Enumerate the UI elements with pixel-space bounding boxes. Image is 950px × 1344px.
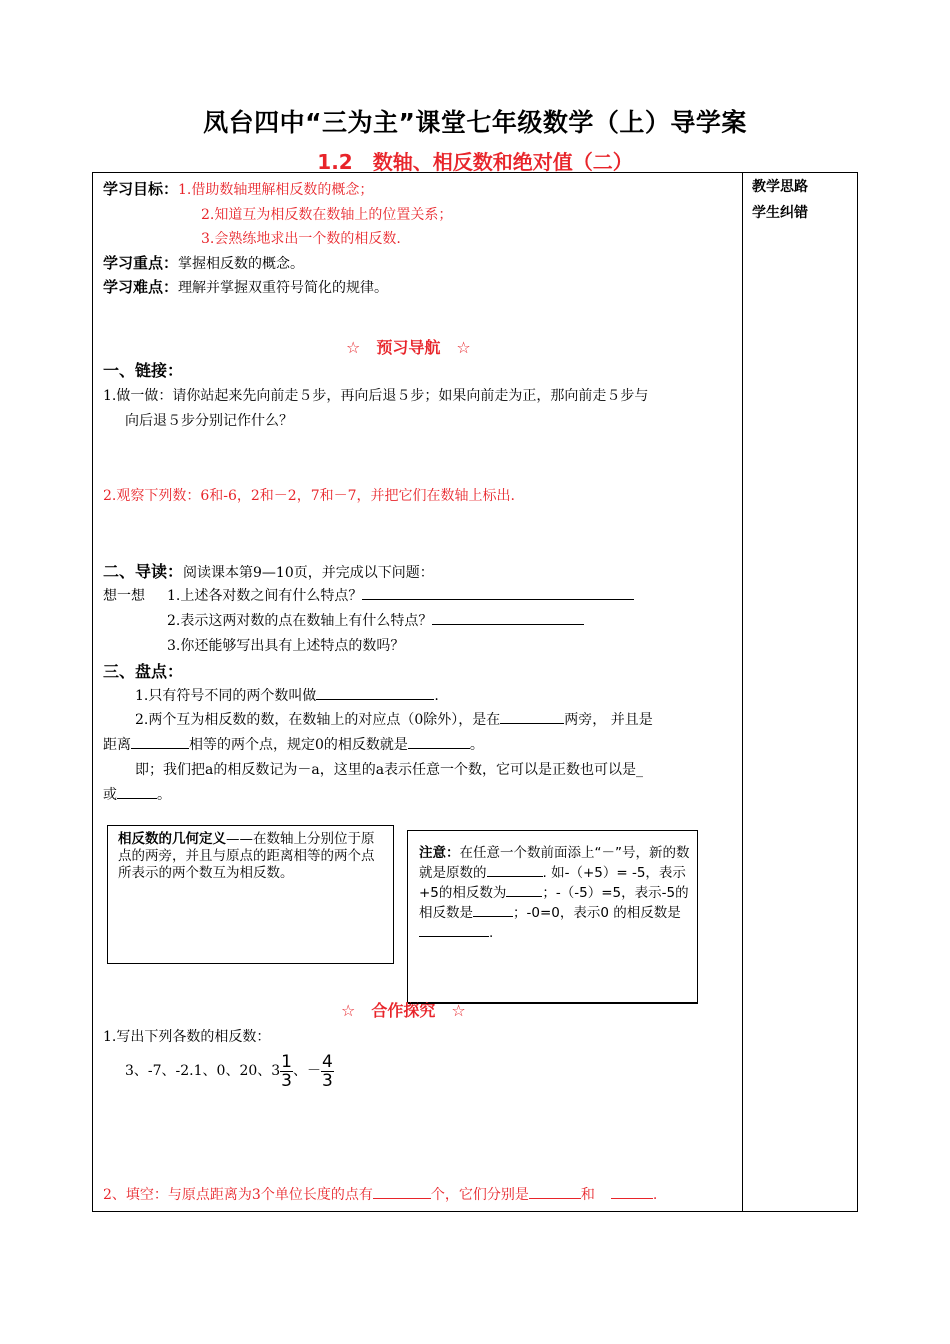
summary-line-1-text: 1.只有符号不同的两个数叫做 [135, 688, 317, 704]
key-point-text: 掌握相反数的概念。 [178, 256, 305, 272]
side-student-corrections: 学生纠错 [752, 205, 808, 221]
section-link-title: 一、链接： [103, 361, 184, 380]
numbers-text: 3、-7、-2.1、0、20、3 [125, 1063, 281, 1079]
answer-blank[interactable] [408, 734, 470, 749]
side-teaching-ideas: 教学思路 [752, 179, 808, 195]
fraction-numerator: 1 [281, 1051, 292, 1072]
answer-blank[interactable] [611, 1184, 653, 1199]
note-text-3: ；-（-5）=5，表示-5的相反数是 [419, 885, 689, 921]
summary-line-3-text-b: 相等的两个点，规定0的相反数就是 [189, 737, 408, 753]
summary-line-4: 即；我们把a的相反数记为－a，这里的a表示任意一个数，它可以是正数也可以是_ [135, 762, 644, 778]
guide-row [103, 559, 434, 582]
note-text-2: . 如-（+5）= -5，表示+5的相反数为 [419, 865, 686, 901]
fraction-denominator: 3 [281, 1070, 292, 1091]
answer-blank[interactable] [419, 922, 489, 937]
column-divider [742, 172, 743, 1212]
question-1-line-2: 向后退５步分别记作什么？ [125, 413, 293, 429]
objectives-label: 学习目标： [103, 180, 179, 198]
objective-item-1: 1.借助数轴理解相反数的概念； [178, 182, 374, 198]
answer-blank[interactable] [117, 784, 157, 799]
cooperate-question-2-text-b: 个，它们分别是 [430, 1187, 529, 1203]
answer-blank[interactable] [432, 610, 584, 625]
note-text-4: ；-0=0，表示0 的相反数是 [513, 905, 681, 921]
definition-box [107, 825, 394, 964]
cooperate-question-2-text-c: 和 [580, 1187, 595, 1203]
answer-blank[interactable] [373, 1184, 431, 1199]
summary-line-3 [103, 734, 484, 754]
numbers-separator: 、－ [293, 1063, 321, 1079]
cooperate-heading: ☆ 合作探究 ☆ [341, 1001, 466, 1020]
difficulty-row [103, 276, 388, 297]
answer-blank[interactable] [362, 585, 634, 600]
question-1-line-1: 1.做一做：请你站起来先向前走５步，再向后退５步；如果向前走为正，那向前走５步与 [103, 388, 649, 404]
key-point-row [103, 252, 304, 273]
objective-item-2: 2.知道互为相反数在数轴上的位置关系； [201, 207, 453, 223]
section-guide-title: 二、导读： [103, 562, 184, 581]
mixed-number-fraction [280, 1053, 293, 1090]
section-guide-text: 阅读课本第9—10页，并完成以下问题： [183, 565, 434, 581]
section-summary-title: 三、盘点： [103, 662, 184, 681]
guide-question-1-text: 1.上述各对数之间有什么特点？ [167, 588, 363, 604]
summary-line-2-end: 两旁， 并且是 [564, 712, 653, 728]
cooperate-question-2 [103, 1184, 657, 1204]
summary-line-2 [135, 709, 653, 729]
think-label: 想一想 [103, 588, 145, 604]
objectives-row [103, 178, 373, 199]
summary-line-5-text: 或 [103, 787, 117, 803]
note-label: 注意： [419, 845, 460, 861]
summary-line-2-text: 2.两个互为相反数的数，在数轴上的对应点（0除外），是在 [135, 712, 501, 728]
guide-question-2 [167, 610, 584, 630]
summary-line-3-text-a: 距离 [103, 737, 131, 753]
definition-text: ——在数轴上分别位于原点的两旁，并且与原点的距离相等的两个点所表示的两个数互为相反数。 [118, 831, 375, 881]
summary-line-5-end: 。 [157, 787, 171, 803]
note-content [409, 845, 694, 942]
negative-fraction [321, 1053, 334, 1090]
answer-blank[interactable] [487, 862, 543, 877]
note-text-5: . [489, 925, 494, 941]
key-point-label: 学习重点： [103, 254, 179, 272]
page-title: 凤台四中“三为主”课堂七年级数学（上）导学案 [203, 108, 747, 137]
guide-question-1 [167, 585, 634, 605]
fraction-denominator: 3 [322, 1070, 333, 1091]
answer-blank[interactable] [316, 685, 434, 700]
preview-heading: ☆ 预习导航 ☆ [346, 338, 471, 357]
summary-line-1-end: . [434, 688, 439, 704]
cooperate-question-2-text-a: 2、填空：与原点距离为3个单位长度的点有 [103, 1187, 373, 1203]
note-text-1: 在任意一个数前面添上“－”号，新的数就是原数的 [419, 845, 690, 881]
question-2: 2.观察下列数：6和-6，2和－2，7和－7，并把它们在数轴上标出. [103, 488, 515, 504]
difficulty-text: 理解并掌握双重符号简化的规律。 [178, 280, 389, 296]
summary-line-1 [135, 685, 439, 705]
summary-line-3-end: 。 [469, 737, 484, 753]
answer-blank[interactable] [500, 709, 564, 724]
difficulty-label: 学习难点： [103, 278, 179, 296]
numbers-row [125, 1046, 334, 1096]
answer-blank[interactable] [131, 734, 189, 749]
note-box-bottom-edge [408, 1003, 698, 1017]
answer-blank[interactable] [529, 1184, 581, 1199]
objective-item-3: 3.会熟练地求出一个数的相反数. [201, 231, 401, 247]
lesson-subtitle: 1.2 数轴、相反数和绝对值（二） [317, 150, 633, 174]
definition-label: 相反数的几何定义 [118, 831, 226, 847]
answer-blank[interactable] [473, 902, 513, 917]
cooperate-question-1: 1.写出下列各数的相反数： [103, 1029, 271, 1045]
guide-question-3: 3.你还能够写出具有上述特点的数吗？ [167, 638, 405, 654]
guide-question-2-text: 2.表示这两对数的点在数轴上有什么特点？ [167, 613, 433, 629]
answer-blank[interactable] [506, 882, 542, 897]
cooperate-question-2-end: . [652, 1187, 658, 1203]
fraction-numerator: 4 [322, 1051, 333, 1072]
summary-line-5 [103, 784, 171, 804]
